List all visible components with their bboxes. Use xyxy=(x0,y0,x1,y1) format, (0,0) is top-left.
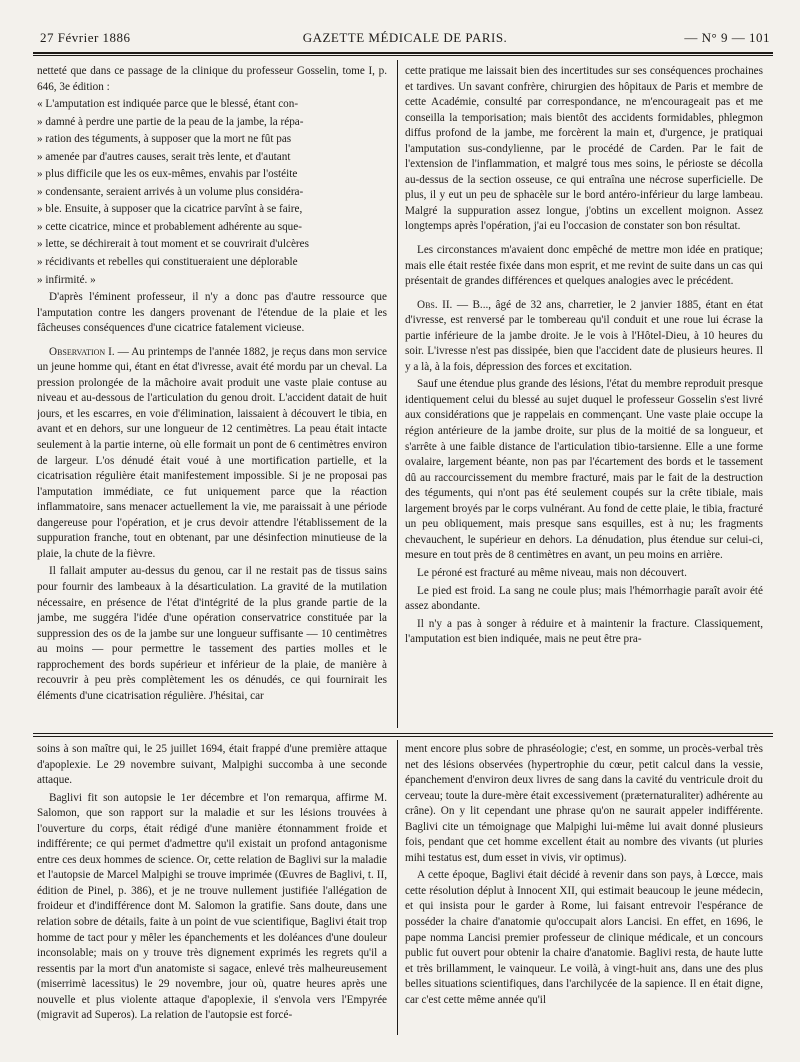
issue-page-number: — N° 9 — 101 xyxy=(684,30,770,45)
quote-line: » infirmité. » xyxy=(37,273,96,286)
journal-title: GAZETTE MÉDICALE DE PARIS. xyxy=(302,30,508,45)
paragraph: Il n'y a pas à songer à réduire et à maintenir la fracture. Classiquement, l'amputation est bien indiquée, mais ne peut être pra- xyxy=(405,617,763,646)
quote-line: » cette cicatrice, mince et probablement adhérente au sque- xyxy=(37,220,302,233)
column-upper-right xyxy=(405,64,763,730)
section-divider xyxy=(33,733,773,737)
observation-2 xyxy=(405,298,763,376)
issue-date: 27 Février 1886 xyxy=(40,30,131,45)
paragraph: netteté que dans ce passage de la clinique du professeur Gosselin, tome I, p. 646, 3e édition : xyxy=(37,65,387,93)
quote-line: » amenée par d'autres causes, serait très lente, et d'autant xyxy=(37,150,291,163)
observation-label: Observation I. xyxy=(49,345,115,358)
paragraph: D'après l'éminent professeur, il n'y a donc pas d'autre ressource que l'amputation contre les dangers provenant de l'étendue de la plaie et les fâcheuses conséquences d'une cicatrice fatalement vicieuse. xyxy=(37,291,387,335)
paragraph: Les circonstances m'avaient donc empêché de mettre mon idée en pratique; mais elle était restée fixée dans mon esprit, et me revint de suite dans un cas qui présentait de grandes différences et quelques analogies avec le précédent. xyxy=(405,244,763,288)
column-lower-left xyxy=(37,742,387,1037)
quote-line: » lette, se déchirerait à tout moment et se couvrirait d'ulcères xyxy=(37,238,309,251)
column-lower-right xyxy=(405,742,763,1037)
paragraph: Le pied est froid. La sang ne coule plus; mais l'hémorrhagie paraît avoir été assez abondante. xyxy=(405,584,763,613)
page-header xyxy=(40,30,770,50)
blockquote-gosselin xyxy=(37,97,387,288)
header-rule xyxy=(33,52,773,56)
paragraph: Il fallait amputer au-dessus du genou, car il ne restait pas de tissus sains pour fournir des lambeaux à la désarticulation. La gravité de la mutilation nécessaire, en présence de l'état d'intégrité de la plus grande partie de la jambe, me suggéra l'idée d'une opération conservatrice constituée par la suppression des os de la jambe sur une longueur suffisante — 10 centimètres au moins — pour permettre le tassement des parties molles et le rapprochement des bords supérieur et inférieur de la plaie, de manière à recouvrir à peu près complètement les os dénudés, ce qui fournirait les éléments d'une cicatrisation régulière. J'hésitai, car xyxy=(37,565,387,702)
column-upper-left xyxy=(37,64,387,730)
paragraph: Baglivi fit son autopsie le 1er décembre et l'on remarqua, affirme M. Salomon, que son rapport sur la maladie et sur les lésions trouvées à l'ouverture du corps, était rédigé d'une manière étonnamment froide et indifférente; ce qui permet d'admettre qu'il existait un profond antagonisme entre ces deux hommes de science. Or, cette relation de Baglivi sur la maladie et l'autopsie de Marcel Malpighi se trouve imprimée (Œuvres de Baglivi, t. II, édition de Pinel, p. 386), et je ne trouve nullement justifiée l'allégation de froideur et d'indifférence dont M. Salomon la gratifie. Sans doute, dans une relation sobre de détails, faite à un point de vue scientifique, Baglivi était trop homme de tact pour y mêler les épanchements et les doléances d'une douleur inconsolable; mais on y trouve très dignement exprimés les regrets qu'il a ressentis par la mort d'un anatomiste si sagace, enlevé très malheureusement (miserrimè lacessitus) le 29 novembre, jour où, quatre heures après une nouvelle et plus violente attaque d'apoplexie, il s'envola vers l'Empyrée (migravit ad Superos). La relation de l'autopsie est forcé- xyxy=(37,791,387,1022)
paragraph: Sauf une étendue plus grande des lésions, l'état du membre reproduit presque identiquement celui du blessé au sujet duquel le professeur Gosselin s'est livré aux considérations que je rappelais en commençant. Une vaste plaie occupe la région antérieure de la jambe droite, sur plus de la moitié de sa longueur, et s'arrête à une faible distance de l'articulation tibio-tarsienne. Elle a une forme ovalaire, largement béante, non pas par l'écartement des bords et le tassement dû au raccourcissement du membre fracturé, mais par le fait de la destruction des téguments, qui n'ont pas été seulement coupés sur la crête tibiale, mais largement broyés par le corps vulnérant. Au fond de cette plaie, le tibia, fracturé un peu obliquement, mais presque sans esquilles, est à nu; les fragments chevauchent, le supérieur en dehors. La dénudation, plus étendue sur celui-ci, mesure en tout près de 8 centimètres en avant, un peu moins en arrière. xyxy=(405,378,763,562)
quote-line: » récidivants et rebelles qui constitueraient une déplorable xyxy=(37,256,298,269)
quote-line: « L'amputation est indiquée parce que le blessé, étant con- xyxy=(37,98,299,111)
quote-line: » ration des téguments, à supposer que la mort ne fût pas xyxy=(37,133,292,146)
paragraph: A cette époque, Baglivi était décidé à revenir dans son pays, à Lœcce, mais cette résolution déplut à Innocent XII, qui estimait beaucoup le jeune médecin, et qui insista pour le garder à Rome, lui faisant entrevoir l'espérance de posséder la chaire d'anatomie qu'occupait alors Lancisi. En effet, en 1696, le pape nomma Lancisi premier professeur de clinique médicale, et un concours public fut ouvert pour obtenir la chaire d'anatomie. Baglivi resta, de haute lutte et très brillamment, le vainqueur. Le voilà, à vingt-huit ans, dans une des plus belles situations scientifiques, dans l'archilycée de la sapience. Il en était digne, car c'est cette même année qu'il xyxy=(405,869,763,1006)
quote-line: » condensante, seraient arrivés à un volume plus considéra- xyxy=(37,185,304,198)
quote-line: » plus difficile que les os eux-mêmes, envahis par l'ostéite xyxy=(37,168,298,181)
observation-text: — B..., âgé de 32 ans, charretier, le 2 janvier 1885, étant en état d'ivresse, est renversé par le tombereau qu'il conduit et une roue lui écrase la partie inférieure de la jambe droite. Je le vois à l'Hôtel-Dieu, à 10 heures du soir. L'ivresse n'est pas dissipée, bien que l'accident date de plusieurs heures. Il y a là, à la fois, dépression des forces et excitation. xyxy=(405,298,763,373)
paragraph: soins à son maître qui, le 25 juillet 1694, était frappé d'une première attaque d'apoplexie. Le 29 novembre suivant, Malpighi succomba à une seconde attaque. xyxy=(37,743,387,787)
column-divider xyxy=(397,740,398,1035)
column-divider xyxy=(397,60,398,728)
paragraph: cette pratique me laissait bien des incertitudes sur ses conséquences prochaines et tardives. Un savant confrère, chirurgien des hôpitaux de Paris et membre de cette Académie, consulté par correspondance, ne m'encourageait pas et me conseilla la temporisation; mais bientôt des accidents formidables, phlegmon diffus profond de la jambe, me forcèrent la main et, d'urgence, je pratiquai l'amputation sus-condylienne, par le procédé de Carden. Par le fait de l'extension de l'inflammation, et malgré tous mes soins, le périoste se décolla au-dessus de la section osseuse, ce qui entraîna une nécrose superficielle. De plus, il y eut un peu de sphacèle sur le bord antéro-inférieur du large lambeau. Malgré la suppuration assez longue, j'obtins un excellent moignon. Assez longtemps après l'opération, j'ai eu l'occasion de constater son bon résultat. xyxy=(405,65,763,233)
quote-line: » ble. Ensuite, à supposer que la cicatrice parvînt à se faire, xyxy=(37,203,303,216)
observation-label: Obs. II. xyxy=(417,298,453,311)
observation-text: — Au printemps de l'année 1882, je reçus dans mon service un jeune homme qui, étant en état d'ivresse, avait été mordu par un cheval. La pression prolongée de la mâchoire avait produit une vaste plaie contuse au niveau et au-dessous de l'articulation du genou droit. L'accident datait de huit jours, et les escarres, en voie d'élimination, laissaient à découvert le tibia, en avant et en dehors, sur une longueur de 12 centimètres. La peau était intacte seulement à la partie interne, où elle formait un pont de 6 centimètres environ de largeur. L'os dénudé était voué à une mortification partielle, et la cicatrisation régulière était manifestement impossible. Si je ne proposai pas l'amputation immédiate, ce fut uniquement parce que la réaction inflammatoire, sans menacer actuellement la vie, me paraissait à une période dangereuse pour l'opération, et je crus devoir attendre l'établissement de la suppuration franche, tout en obtenant, par une désinfection minutieuse de la plaie, la chute de la fièvre. xyxy=(37,345,387,560)
quote-line: » damné à perdre une partie de la peau de la jambe, la répa- xyxy=(37,115,304,128)
observation-1 xyxy=(37,345,387,563)
paragraph: Le péroné est fracturé au même niveau, mais non découvert. xyxy=(417,566,687,579)
paragraph: ment encore plus sobre de phraséologie; c'est, en somme, un procès-verbal très net des lésions observées (hypertrophie du cœur, petit calcul dans la vessie, épanchement d'environ deux livres de sang dans la cavité du ventricule droit du cerveau; toute la dure-mère était excessivement (præternaturaliter) adhérente au crâne). On y lit cependant une phrase qu'on ne saurait appeler indifférente. Baglivi cite un témoignage que Malpighi lui-même lui avait donné plusieurs fois, pendant que cet homme excellent était au nombre des vivants (ut pluries mihi testatus est, dum esset in vivis, vir optimus). xyxy=(405,743,763,864)
